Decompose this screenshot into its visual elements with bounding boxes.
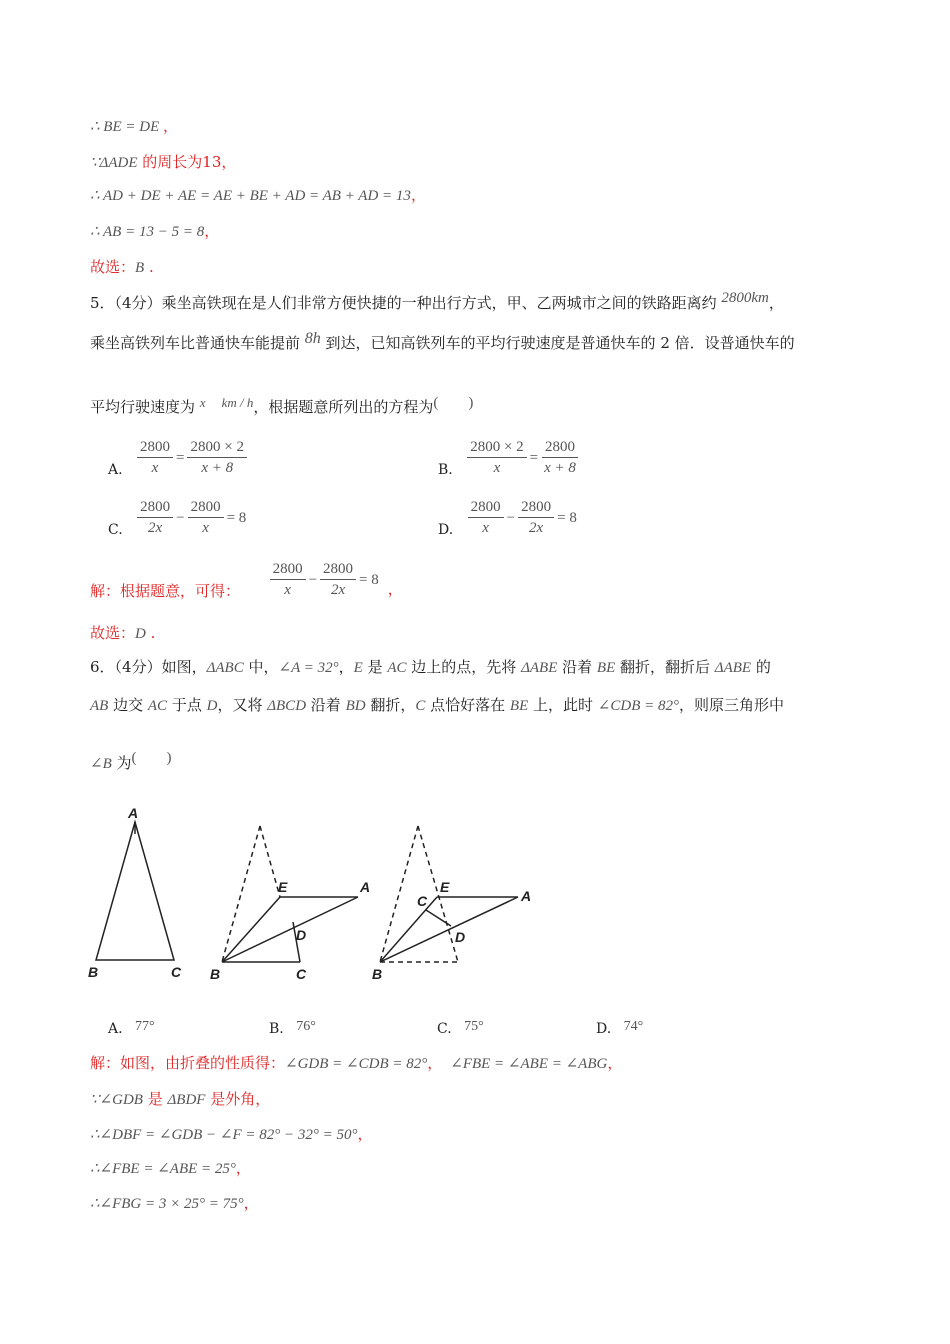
q5-option-c-left-den: 2x: [148, 520, 163, 536]
q6-l2-b: 于点: [167, 696, 207, 714]
q6-l2-e: 翻折，: [365, 696, 416, 714]
q6-l1-m6: BE: [596, 660, 616, 676]
q5-option-d-right-den: 2x: [529, 520, 544, 536]
q5-option-a[interactable]: [108, 438, 247, 477]
q5-option-d-right-frac: [518, 498, 554, 537]
q6-solution-line-5: [90, 1192, 259, 1215]
sol4-answer-tail: .: [144, 258, 154, 276]
q6-l2-d: 沿着: [306, 696, 346, 714]
q6-f2-label-a: A: [360, 879, 371, 895]
q6-solution-line-1: [90, 1052, 622, 1075]
q5-option-c-op: −: [176, 509, 185, 526]
q5-solution: [90, 560, 403, 599]
q6-figure-1-triangle: [96, 822, 174, 960]
q5-option-a-right-frac: [187, 438, 246, 477]
q5-option-a-right-den: x + 8: [201, 460, 234, 476]
q5-line-2: [90, 332, 795, 355]
q5-solution-left-den: x: [284, 582, 291, 598]
q6-l1-g: 翻折，翻折后: [615, 658, 715, 676]
q6-l1-f: 沿着: [557, 658, 597, 676]
q6-l3-paren: ( ): [131, 750, 172, 766]
q5-answer: [90, 622, 155, 645]
sol4-answer-value: B: [135, 260, 145, 276]
q6-l2-m2: AC: [147, 698, 168, 714]
q5-option-a-op: =: [176, 449, 185, 466]
q6-line-1: [90, 656, 771, 679]
q6-sol1-m2: ∠FBE = ∠ABE = ∠ABG: [450, 1056, 608, 1072]
q5-option-d[interactable]: [438, 498, 580, 537]
q6-option-d[interactable]: [596, 1018, 643, 1041]
q6-f2-label-b: B: [210, 966, 221, 982]
q5-solution-label: 解：根据题意，可得：: [90, 581, 241, 600]
q6-l2-g: 上，此时: [528, 696, 598, 714]
q5-option-c-right-den: x: [202, 520, 209, 536]
q6-f1-label-b: B: [88, 964, 99, 980]
q5-line-1: [90, 292, 784, 315]
q6-l2-h: ，则原三角形中: [679, 696, 785, 714]
q6-l2-c: ，又将: [217, 696, 268, 714]
q6-sol1-label: 解：如图，由折叠的性质得：: [90, 1054, 286, 1072]
sol4-answer: [90, 256, 154, 279]
q5-option-a-left-num: 2800: [137, 438, 173, 458]
q5-solution-left-frac: [270, 560, 306, 599]
q5-option-d-tail: = 8: [557, 509, 577, 526]
q6-l2-m3: D: [206, 698, 218, 714]
sol4-line2-math: ∵ΔADE: [90, 155, 138, 171]
q5-option-c-label: C.: [108, 521, 123, 538]
q5-option-c[interactable]: [108, 498, 249, 537]
q6-sol2-post: 是外角，: [205, 1090, 271, 1108]
q6-option-c[interactable]: [437, 1018, 484, 1041]
sol4-line4-math: ∴ AB = 13 − 5 = 8: [90, 224, 205, 240]
sol4-line-2: [90, 151, 236, 174]
q6-figure: [80, 800, 550, 990]
sol4-line-1: [90, 115, 178, 138]
q5-option-d-left-den: x: [482, 520, 489, 536]
q6-f2-label-d: D: [296, 927, 307, 943]
sol4-line-3: [90, 184, 426, 207]
q6-l3-m1: ∠B: [90, 756, 112, 772]
q5-option-a-left-frac: [137, 438, 173, 477]
q5-option-b-left-den: x: [493, 460, 501, 476]
q5-line1-post: ，: [768, 294, 784, 312]
q6-l2-f: 点恰好落在: [425, 696, 510, 714]
q6-option-c-label: C.: [437, 1021, 452, 1037]
q6-l1-b: 中，: [243, 658, 279, 676]
q6-sol4-math: ∴∠FBE = ∠ABE = 25°: [90, 1161, 236, 1177]
q6-l2-m1: AB: [90, 698, 109, 714]
q6-line-3: [90, 752, 172, 775]
q6-l1-m2: ∠A = 32°: [278, 660, 339, 676]
q6-l2-m4: ΔBCD: [267, 698, 307, 714]
q6-f2-label-c: C: [296, 966, 307, 982]
q6-sol2-mid: 是: [142, 1090, 168, 1108]
q6-l1-a: 6．（4分）如图，: [90, 658, 207, 676]
q5-solution-left-num: 2800: [270, 560, 306, 580]
q6-l2-a: 边交: [108, 696, 148, 714]
q5-paren: ( ): [433, 395, 474, 411]
q5-var: x: [199, 395, 206, 410]
q6-solution-line-4: [90, 1157, 251, 1180]
q6-sol4-end: ，: [235, 1159, 251, 1177]
q6-option-b-value: 76°: [296, 1019, 316, 1034]
q5-option-c-left-num: 2800: [137, 498, 173, 518]
q6-option-b-label: B.: [269, 1021, 284, 1037]
q5-answer-tail: .: [145, 624, 156, 642]
q6-l1-m5: ΔABE: [521, 660, 558, 676]
q6-f1-label-c: C: [171, 964, 182, 980]
sol4-line2-text: 的周长为13，: [137, 153, 237, 171]
q5-hours: 8h: [304, 330, 321, 347]
q6-f3-label-c: C: [417, 893, 428, 909]
q6-option-a-label: A.: [108, 1021, 123, 1037]
q6-l3-a: 为: [111, 754, 132, 772]
sol4-line3-math: ∴ AD + DE + AE = AE + BE + AD = AB + AD = 13: [90, 188, 411, 204]
q5-option-d-label: D.: [438, 521, 454, 538]
q5-solution-tail: = 8: [359, 571, 379, 588]
q6-sol1-m1: ∠GDB = ∠CDB = 82°: [285, 1056, 428, 1072]
q5-option-b-right-num: 2800: [542, 438, 578, 458]
q5-distance: 2800km: [721, 290, 769, 306]
q6-sol3-end: ，: [357, 1125, 373, 1143]
q5-line1-text: 5．（4分）乘坐高铁现在是人们非常方便快捷的一种出行方式，甲、乙两城市之间的铁路距离约: [90, 294, 722, 312]
sol4-line3-tail: ，: [410, 186, 426, 204]
q6-figure-2-fold: [222, 826, 358, 962]
q6-l1-m4: AC: [387, 660, 407, 676]
q5-line2-text: 乘坐高铁列车比普通快车能提前: [90, 334, 305, 352]
q5-solution-end: ，: [387, 579, 403, 598]
q6-l2-m7: BE: [509, 698, 529, 714]
q5-option-b-left-num: 2800 × 2: [467, 438, 526, 458]
q6-option-c-value: 75°: [464, 1019, 484, 1034]
q5-option-c-right-num: 2800: [188, 498, 224, 518]
q6-sol2-pre: ∵∠GDB: [90, 1092, 143, 1108]
q5-option-b-right-den: x + 8: [544, 460, 576, 476]
q5-solution-right-num: 2800: [320, 560, 356, 580]
q5-option-a-right-num: 2800 × 2: [187, 438, 246, 458]
q6-f3-label-b: B: [372, 966, 383, 982]
q5-line2-post: 到达，已知高铁列车的平均行驶速度是普通快车的 2 倍．设普通快车的: [320, 334, 795, 352]
q6-f2-label-e: E: [278, 879, 288, 895]
q5-option-d-op: −: [506, 509, 516, 526]
q5-option-d-left-num: 2800: [468, 498, 504, 518]
q5-solution-op: −: [308, 571, 318, 588]
q6-l2-m8: ∠CDB = 82°: [597, 698, 679, 714]
q6-l1-e: 边上的点，先将: [406, 658, 522, 676]
q5-solution-right-den: 2x: [330, 582, 346, 598]
q5-line3-text: 平均行驶速度为: [90, 398, 200, 416]
q5-unit: km / h: [221, 395, 254, 410]
q5-option-d-right-num: 2800: [518, 498, 554, 518]
q6-l1-c: ，: [338, 658, 354, 676]
q6-sol1-sep: ，: [427, 1054, 443, 1072]
q6-l2-m6: C: [415, 698, 426, 714]
q6-f3-label-d: D: [455, 929, 466, 945]
q6-solution-line-2: [90, 1088, 270, 1111]
q6-l1-d: 是: [362, 658, 388, 676]
q5-answer-value: D: [135, 626, 146, 642]
q6-sol5-end: ，: [243, 1194, 259, 1212]
sol4-line1-math: ∴ BE = DE: [90, 119, 163, 135]
q6-sol2-m: ΔBDF: [167, 1092, 206, 1108]
q6-option-d-label: D.: [596, 1021, 612, 1037]
q5-option-b-label: B.: [438, 461, 453, 478]
q6-option-a-value: 77°: [135, 1019, 155, 1034]
q5-option-c-right-frac: [188, 498, 224, 537]
q6-option-b[interactable]: [269, 1018, 316, 1041]
q5-option-b-left-frac: [467, 438, 526, 477]
q6-sol3-math: ∴∠DBF = ∠GDB − ∠F = 82° − 32° = 50°: [90, 1127, 358, 1143]
q6-l1-m3: E: [353, 660, 363, 676]
sol4-line-4: [90, 220, 219, 243]
q6-l1-m1: ΔABC: [206, 660, 244, 676]
q6-solution-line-3: [90, 1123, 373, 1146]
q5-option-b-right-frac: [541, 438, 579, 477]
q5-option-c-left-frac: [137, 498, 173, 537]
q5-line-3: [90, 396, 473, 419]
q6-option-d-value: 74°: [623, 1019, 644, 1034]
q5-option-b-op: =: [529, 449, 539, 466]
q5-option-d-left-frac: [468, 498, 504, 537]
q5-option-a-label: A.: [108, 461, 123, 478]
q5-line3-post: ，根据题意所列出的方程为: [253, 398, 434, 416]
q6-f1-label-a: A: [128, 805, 139, 821]
q6-l2-m5: BD: [345, 698, 366, 714]
q5-option-b[interactable]: [438, 438, 579, 477]
q6-sol5-math: ∴∠FBG = 3 × 25° = 75°: [90, 1196, 244, 1212]
q5-option-c-tail: = 8: [226, 509, 247, 526]
q5-option-a-left-den: x: [151, 460, 159, 476]
q6-l1-m7: ΔABE: [714, 660, 752, 676]
q6-l1-h: 的: [751, 658, 771, 676]
q5-answer-label: 故选：: [90, 624, 136, 642]
sol4-answer-label: 故选：: [90, 258, 136, 276]
q5-solution-right-frac: [320, 560, 356, 599]
q6-f3-label-a: A: [521, 888, 532, 904]
sol4-line4-tail: ，: [204, 222, 220, 240]
sol4-line1-tail: ，: [163, 117, 179, 135]
q6-sol1-end: ，: [607, 1054, 623, 1072]
q6-option-a[interactable]: [108, 1018, 155, 1041]
q6-line-2: [90, 694, 784, 717]
q6-f3-label-e: E: [440, 879, 450, 895]
